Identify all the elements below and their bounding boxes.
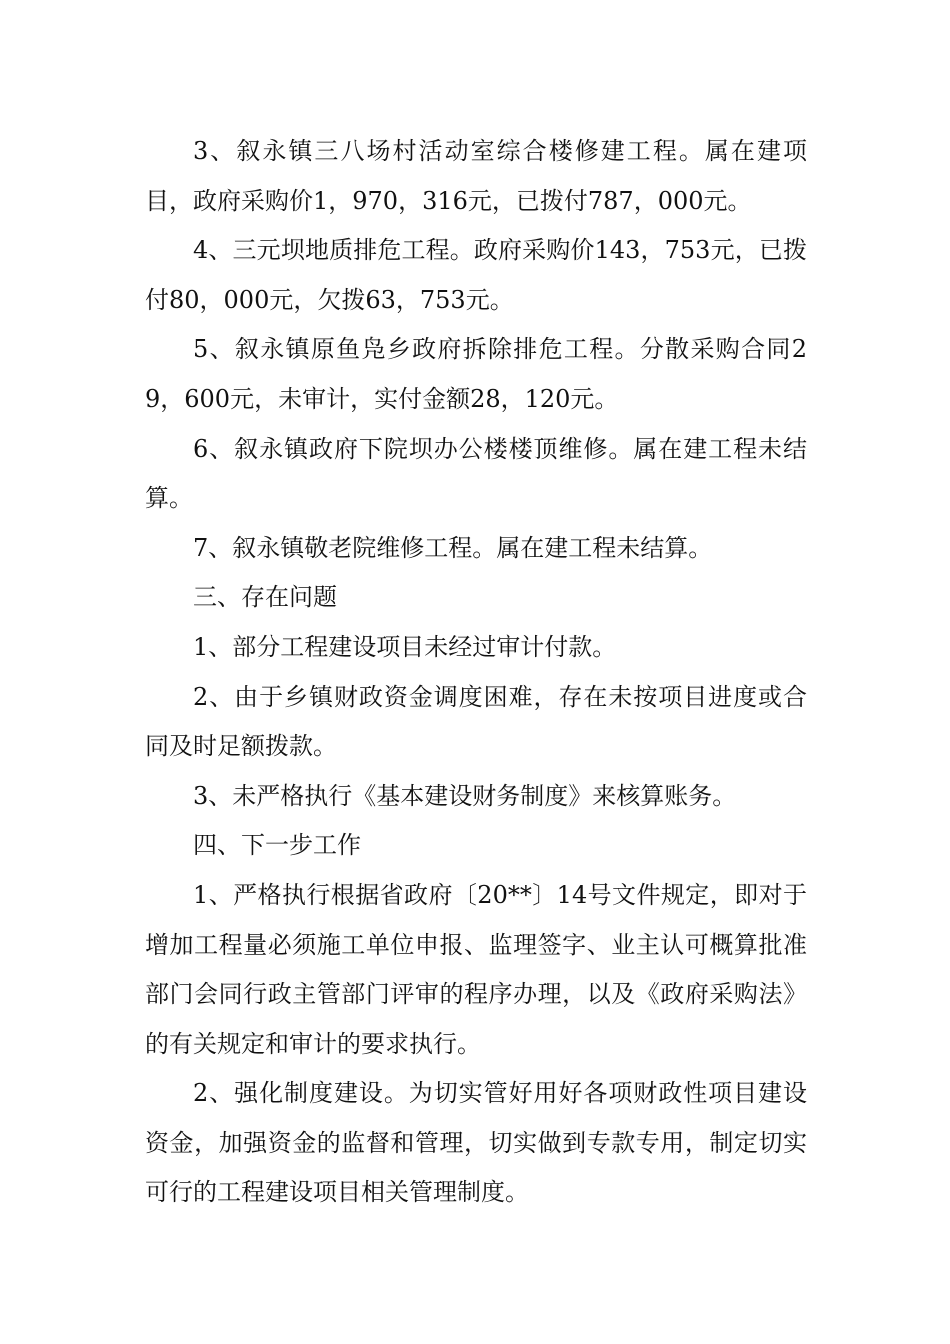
- paragraph-next-step-1: 1、严格执行根据省政府〔20**〕14号文件规定，即对于增加工程量必须施工单位申报、监理签字、业主认可概算批准部门会同行政主管部门评审的程序办理，以及《政府采购法》的有关规定和审计的要求执行。: [145, 880, 807, 1058]
- paragraph-problem-2: 2、由于乡镇财政资金调度困难，存在未按项目进度或合同及时足额拨款。: [145, 682, 807, 761]
- paragraph-project-5: 5、叙永镇原鱼凫乡政府拆除排危工程。分散采购合同29，600元，未审计，实付金额28，120元。: [145, 335, 807, 413]
- paragraph-project-6: 6、叙永镇政府下院坝办公楼楼顶维修。属在建工程未结算。: [145, 434, 807, 513]
- paragraph-problem-3: 3、未严格执行《基本建设财务制度》来核算账务。: [193, 781, 737, 810]
- section-heading-problems: 三、存在问题: [193, 583, 337, 612]
- paragraph-project-3: 3、叙永镇三八场村活动室综合楼修建工程。属在建项目，政府采购价1，970，316元，已拨付787，000元。: [145, 137, 807, 215]
- section-heading-next-steps: 四、下一步工作: [193, 831, 361, 860]
- paragraph-next-step-2: 2、强化制度建设。为切实管好用好各项财政性项目建设资金，加强资金的监督和管理，切实做到专款专用，制定切实可行的工程建设项目相关管理制度。: [145, 1079, 807, 1207]
- paragraph-project-7: 7、叙永镇敬老院维修工程。属在建工程未结算。: [193, 533, 713, 562]
- paragraph-problem-1: 1、部分工程建设项目未经过审计付款。: [193, 632, 617, 661]
- paragraph-project-4: 4、三元坝地质排危工程。政府采购价143，753元，已拨付80，000元，欠拨63，753元。: [145, 236, 807, 314]
- document-body: [145, 127, 807, 1218]
